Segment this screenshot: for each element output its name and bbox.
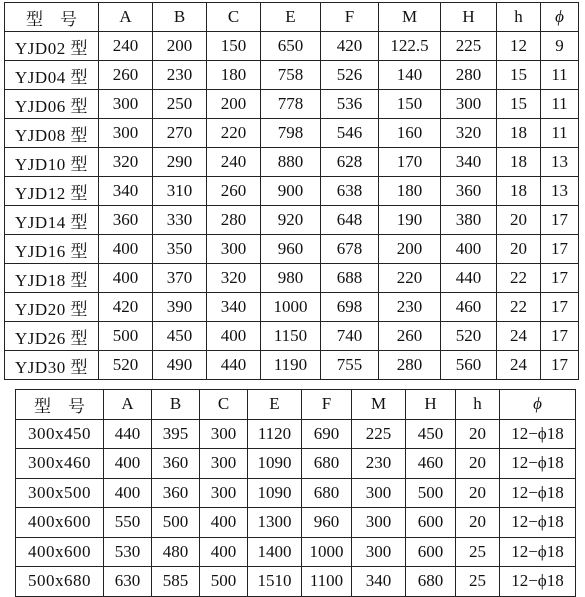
header-cell: C: [200, 390, 248, 420]
value-cell: 400: [99, 264, 153, 293]
value-cell: 600: [406, 508, 456, 538]
value-cell: 450: [153, 322, 207, 351]
value-cell: 680: [302, 478, 352, 508]
table-row: [5, 206, 579, 235]
model-cell: YJD20 型: [5, 293, 99, 322]
value-cell: 122.5: [379, 32, 441, 61]
value-cell: 550: [104, 508, 152, 538]
table-row: [16, 567, 576, 597]
header-cell: H: [441, 3, 497, 32]
value-cell: 300: [99, 90, 153, 119]
value-cell: 220: [207, 119, 261, 148]
value-cell: 1100: [302, 567, 352, 597]
table-row: [5, 119, 579, 148]
value-cell: 680: [406, 567, 456, 597]
value-cell: 17: [541, 235, 579, 264]
value-cell: 15: [497, 61, 541, 90]
value-cell: 340: [352, 567, 406, 597]
value-cell: 20: [456, 508, 500, 538]
table-row: [5, 32, 579, 61]
value-cell: 225: [352, 419, 406, 449]
value-cell: 960: [302, 508, 352, 538]
value-cell: 690: [302, 419, 352, 449]
model-cell: 300x460: [16, 449, 104, 479]
model-cell: 300x450: [16, 419, 104, 449]
value-cell: 440: [104, 419, 152, 449]
value-cell: 500: [99, 322, 153, 351]
value-cell: 24: [497, 351, 541, 380]
value-cell: 1090: [248, 478, 302, 508]
value-cell: 1400: [248, 537, 302, 567]
value-cell: 758: [261, 61, 321, 90]
value-cell: 480: [152, 537, 200, 567]
value-cell: 320: [441, 119, 497, 148]
value-cell: 280: [207, 206, 261, 235]
value-cell: 11: [541, 119, 579, 148]
value-cell: 20: [497, 206, 541, 235]
value-cell: 300: [200, 478, 248, 508]
value-cell: 688: [321, 264, 379, 293]
value-cell: 400: [441, 235, 497, 264]
value-cell: 200: [379, 235, 441, 264]
value-cell: 12−ϕ18: [500, 537, 576, 567]
value-cell: 380: [441, 206, 497, 235]
header-cell: A: [104, 390, 152, 420]
header-cell: h: [497, 3, 541, 32]
model-cell: 300x500: [16, 478, 104, 508]
value-cell: 280: [379, 351, 441, 380]
value-cell: 300: [200, 419, 248, 449]
value-cell: 638: [321, 177, 379, 206]
value-cell: 400: [200, 508, 248, 538]
value-cell: 15: [497, 90, 541, 119]
value-cell: 300: [352, 508, 406, 538]
value-cell: 18: [497, 148, 541, 177]
header-cell: B: [152, 390, 200, 420]
value-cell: 680: [302, 449, 352, 479]
value-cell: 170: [379, 148, 441, 177]
table-row: [5, 264, 579, 293]
value-cell: 300: [207, 235, 261, 264]
model-cell: YJD14 型: [5, 206, 99, 235]
value-cell: 440: [207, 351, 261, 380]
value-cell: 240: [99, 32, 153, 61]
value-cell: 400: [207, 322, 261, 351]
value-cell: 280: [441, 61, 497, 90]
value-cell: 270: [153, 119, 207, 148]
value-cell: 1000: [261, 293, 321, 322]
value-cell: 200: [153, 32, 207, 61]
value-cell: 900: [261, 177, 321, 206]
header-cell: A: [99, 3, 153, 32]
value-cell: 300: [352, 537, 406, 567]
value-cell: 546: [321, 119, 379, 148]
table-row: [5, 90, 579, 119]
value-cell: 755: [321, 351, 379, 380]
value-cell: 12−ϕ18: [500, 449, 576, 479]
value-cell: 370: [153, 264, 207, 293]
header-cell: M: [379, 3, 441, 32]
value-cell: 17: [541, 264, 579, 293]
value-cell: 17: [541, 351, 579, 380]
value-cell: 1190: [261, 351, 321, 380]
value-cell: 140: [379, 61, 441, 90]
value-cell: 460: [441, 293, 497, 322]
value-cell: 360: [152, 478, 200, 508]
table-row: [16, 419, 576, 449]
value-cell: 12−ϕ18: [500, 419, 576, 449]
model-cell: YJD08 型: [5, 119, 99, 148]
value-cell: 400: [104, 449, 152, 479]
value-cell: 18: [497, 119, 541, 148]
header-cell: C: [207, 3, 261, 32]
model-cell: YJD16 型: [5, 235, 99, 264]
value-cell: 320: [99, 148, 153, 177]
value-cell: 320: [207, 264, 261, 293]
value-cell: 180: [207, 61, 261, 90]
value-cell: 18: [497, 177, 541, 206]
value-cell: 300: [441, 90, 497, 119]
model-cell: YJD02 型: [5, 32, 99, 61]
value-cell: 460: [406, 449, 456, 479]
model-cell: YJD18 型: [5, 264, 99, 293]
value-cell: 20: [456, 478, 500, 508]
value-cell: 400: [99, 235, 153, 264]
header-cell: 型 号: [16, 390, 104, 420]
value-cell: 560: [441, 351, 497, 380]
value-cell: 530: [104, 537, 152, 567]
header-cell: E: [248, 390, 302, 420]
value-cell: 400: [104, 478, 152, 508]
value-cell: 180: [379, 177, 441, 206]
value-cell: 490: [153, 351, 207, 380]
value-cell: 17: [541, 206, 579, 235]
value-cell: 230: [352, 449, 406, 479]
table-row: [16, 508, 576, 538]
value-cell: 698: [321, 293, 379, 322]
value-cell: 440: [441, 264, 497, 293]
value-cell: 585: [152, 567, 200, 597]
value-cell: 360: [152, 449, 200, 479]
value-cell: 350: [153, 235, 207, 264]
value-cell: 500: [200, 567, 248, 597]
value-cell: 300: [99, 119, 153, 148]
value-cell: 230: [379, 293, 441, 322]
value-cell: 300: [200, 449, 248, 479]
value-cell: 360: [441, 177, 497, 206]
value-cell: 678: [321, 235, 379, 264]
value-cell: 225: [441, 32, 497, 61]
value-cell: 450: [406, 419, 456, 449]
value-cell: 290: [153, 148, 207, 177]
value-cell: 1120: [248, 419, 302, 449]
header-cell: M: [352, 390, 406, 420]
value-cell: 520: [441, 322, 497, 351]
value-cell: 12−ϕ18: [500, 567, 576, 597]
value-cell: 628: [321, 148, 379, 177]
value-cell: 390: [153, 293, 207, 322]
table-row: [5, 148, 579, 177]
value-cell: 13: [541, 148, 579, 177]
value-cell: 20: [497, 235, 541, 264]
table-row: [5, 235, 579, 264]
table-row: [5, 293, 579, 322]
value-cell: 960: [261, 235, 321, 264]
value-cell: 12−ϕ18: [500, 478, 576, 508]
value-cell: 25: [456, 537, 500, 567]
model-cell: YJD06 型: [5, 90, 99, 119]
value-cell: 420: [99, 293, 153, 322]
value-cell: 260: [207, 177, 261, 206]
table-row: [5, 61, 579, 90]
value-cell: 980: [261, 264, 321, 293]
value-cell: 526: [321, 61, 379, 90]
value-cell: 12−ϕ18: [500, 508, 576, 538]
value-cell: 240: [207, 148, 261, 177]
value-cell: 300: [352, 478, 406, 508]
table-row: [16, 478, 576, 508]
value-cell: 20: [456, 449, 500, 479]
value-cell: 22: [497, 264, 541, 293]
header-cell-phi: ϕ: [500, 390, 576, 420]
model-cell: 400x600: [16, 537, 104, 567]
value-cell: 778: [261, 90, 321, 119]
value-cell: 260: [379, 322, 441, 351]
value-cell: 500: [152, 508, 200, 538]
value-cell: 500: [406, 478, 456, 508]
value-cell: 17: [541, 322, 579, 351]
value-cell: 150: [379, 90, 441, 119]
value-cell: 630: [104, 567, 152, 597]
model-cell: YJD04 型: [5, 61, 99, 90]
header-cell: h: [456, 390, 500, 420]
value-cell: 200: [207, 90, 261, 119]
header-cell: F: [321, 3, 379, 32]
value-cell: 230: [153, 61, 207, 90]
table-row: [16, 449, 576, 479]
table-row: [5, 322, 579, 351]
value-cell: 798: [261, 119, 321, 148]
table-row: [5, 351, 579, 380]
value-cell: 25: [456, 567, 500, 597]
model-cell: 500x680: [16, 567, 104, 597]
value-cell: 920: [261, 206, 321, 235]
header-cell: E: [261, 3, 321, 32]
header-cell: F: [302, 390, 352, 420]
model-cell: 400x600: [16, 508, 104, 538]
value-cell: 11: [541, 61, 579, 90]
value-cell: 220: [379, 264, 441, 293]
value-cell: 150: [207, 32, 261, 61]
value-cell: 11: [541, 90, 579, 119]
value-cell: 330: [153, 206, 207, 235]
dimension-table-sizes: [15, 389, 576, 597]
value-cell: 20: [456, 419, 500, 449]
header-cell: H: [406, 390, 456, 420]
value-cell: 340: [207, 293, 261, 322]
value-cell: 880: [261, 148, 321, 177]
value-cell: 1090: [248, 449, 302, 479]
value-cell: 1510: [248, 567, 302, 597]
value-cell: 1300: [248, 508, 302, 538]
value-cell: 648: [321, 206, 379, 235]
table-header-row: [16, 390, 576, 420]
value-cell: 190: [379, 206, 441, 235]
table-row: [16, 537, 576, 567]
value-cell: 520: [99, 351, 153, 380]
value-cell: 360: [99, 206, 153, 235]
value-cell: 340: [441, 148, 497, 177]
value-cell: 9: [541, 32, 579, 61]
dimension-table-yjd: [4, 2, 579, 380]
value-cell: 740: [321, 322, 379, 351]
value-cell: 1150: [261, 322, 321, 351]
value-cell: 17: [541, 293, 579, 322]
value-cell: 600: [406, 537, 456, 567]
header-cell-phi: ϕ: [541, 3, 579, 32]
value-cell: 24: [497, 322, 541, 351]
value-cell: 395: [152, 419, 200, 449]
value-cell: 650: [261, 32, 321, 61]
table-row: [5, 177, 579, 206]
value-cell: 420: [321, 32, 379, 61]
header-cell: B: [153, 3, 207, 32]
value-cell: 1000: [302, 537, 352, 567]
value-cell: 12: [497, 32, 541, 61]
value-cell: 536: [321, 90, 379, 119]
value-cell: 13: [541, 177, 579, 206]
model-cell: YJD12 型: [5, 177, 99, 206]
model-cell: YJD30 型: [5, 351, 99, 380]
value-cell: 340: [99, 177, 153, 206]
table-header-row: [5, 3, 579, 32]
value-cell: 310: [153, 177, 207, 206]
value-cell: 160: [379, 119, 441, 148]
value-cell: 400: [200, 537, 248, 567]
value-cell: 22: [497, 293, 541, 322]
model-cell: YJD26 型: [5, 322, 99, 351]
model-cell: YJD10 型: [5, 148, 99, 177]
header-cell: 型 号: [5, 3, 99, 32]
value-cell: 260: [99, 61, 153, 90]
value-cell: 250: [153, 90, 207, 119]
